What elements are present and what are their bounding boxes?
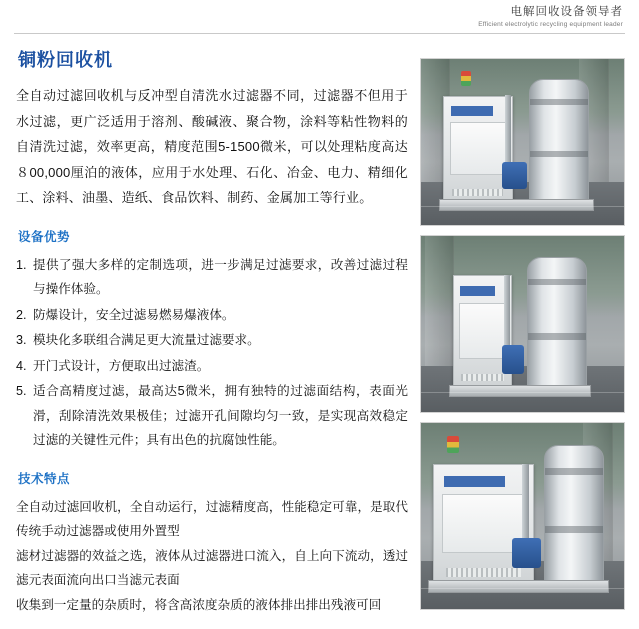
list-item: 开门式设计，方便取出过滤渣。: [33, 358, 210, 373]
copper-powder-recovery-machine-photo-2: [420, 235, 625, 413]
list-item: 模块化多联组合满足更大流量过滤要求。: [33, 333, 260, 347]
page-header: [0, 0, 639, 34]
header-title-en: Efficient electrolytic recycling equipment leader: [478, 21, 623, 28]
machine-body: [443, 81, 589, 204]
tank-band: [545, 526, 603, 533]
cabinet-label: [444, 476, 505, 487]
copper-powder-recovery-machine-photo-1: [420, 58, 625, 226]
intro-paragraph: 全自动过滤回收机与反冲型自清洗水过滤器不同，过滤器不但用于水过滤，更广泛适用于溶剂、酸碱液、聚合物，涂料等粘性物料的自清洗过滤，效率更高，精度范围5-1500微米，可以处理粘度高达８00,000厘泊的液体，应用于水处理、石化、冶金、电力、精细化工、涂料、油墨、造纸、食品饮料、制药、金属加工等行业。: [16, 88, 408, 205]
filter-tank: [527, 257, 588, 389]
tank-band: [530, 151, 588, 157]
photo-floor-line: [421, 206, 624, 207]
list-item: 提供了强大多样的定制选项，进一步满足过滤要求，改善过滤过程与操作体验。: [33, 257, 408, 296]
photo-wall-panel: [425, 236, 454, 366]
motor: [512, 538, 541, 568]
signal-tower-lamp: [461, 71, 471, 86]
photo-column: [420, 44, 625, 629]
advantages-list: [16, 253, 408, 453]
photo-floor-line: [421, 588, 624, 589]
text-column: [16, 44, 420, 629]
filter-tank: [544, 445, 604, 585]
technical-line: 收集到一定量的杂质时，将含高浓度杂质的液体排出排出残液可回: [16, 597, 382, 612]
cabinet-label: [460, 286, 495, 296]
page-title: 铜粉回收机: [18, 50, 113, 70]
photo-floor-line: [421, 392, 624, 393]
technical-line: 滤材过滤器的效益之选，液体从过滤器进口流入，自上向下流动，透过滤元表面流向出口当滤元表面: [16, 548, 408, 587]
list-item: 适合高精度过滤，最高达5微米，拥有独特的过滤面结构，表面光滑，刮除清洗效果极佳；过滤开孔间隙均匀一致，是实现高效稳定过滤的关键性元件；具有出色的抗腐蚀性能。: [33, 384, 408, 447]
pipe: [522, 464, 529, 547]
header-title-cn: 电解回收设备领导者: [510, 6, 623, 18]
tank-band: [545, 468, 603, 475]
filter-tank: [529, 79, 589, 204]
section-title-technical-features: 技术特点: [18, 471, 71, 486]
page-content: [0, 34, 639, 629]
signal-tower-lamp: [447, 436, 459, 453]
copper-powder-recovery-machine-photo-3: [420, 422, 625, 610]
motor: [502, 345, 525, 374]
machine-body: [453, 259, 587, 389]
header-divider: [14, 33, 625, 34]
cabinet-door: [459, 303, 506, 359]
pipe: [504, 275, 509, 353]
cabinet-label: [451, 106, 493, 116]
list-item: 防爆设计，安全过滤易燃易爆液体。: [33, 307, 235, 322]
tank-band: [530, 99, 588, 105]
cabinet-vent: [461, 374, 504, 382]
technical-line: 全自动过滤回收机，全自动运行，过滤精度高，性能稳定可靠，是取代传统手动过滤器或使用外置型: [16, 499, 408, 538]
cabinet-vent: [446, 568, 521, 576]
machine-body: [433, 447, 604, 585]
cabinet-vent: [452, 189, 503, 196]
tank-band: [528, 333, 587, 340]
pipe: [505, 95, 511, 169]
section-title-advantages: 设备优势: [18, 229, 71, 244]
cabinet-door: [450, 122, 506, 175]
tank-band: [528, 279, 587, 286]
motor: [502, 162, 527, 189]
